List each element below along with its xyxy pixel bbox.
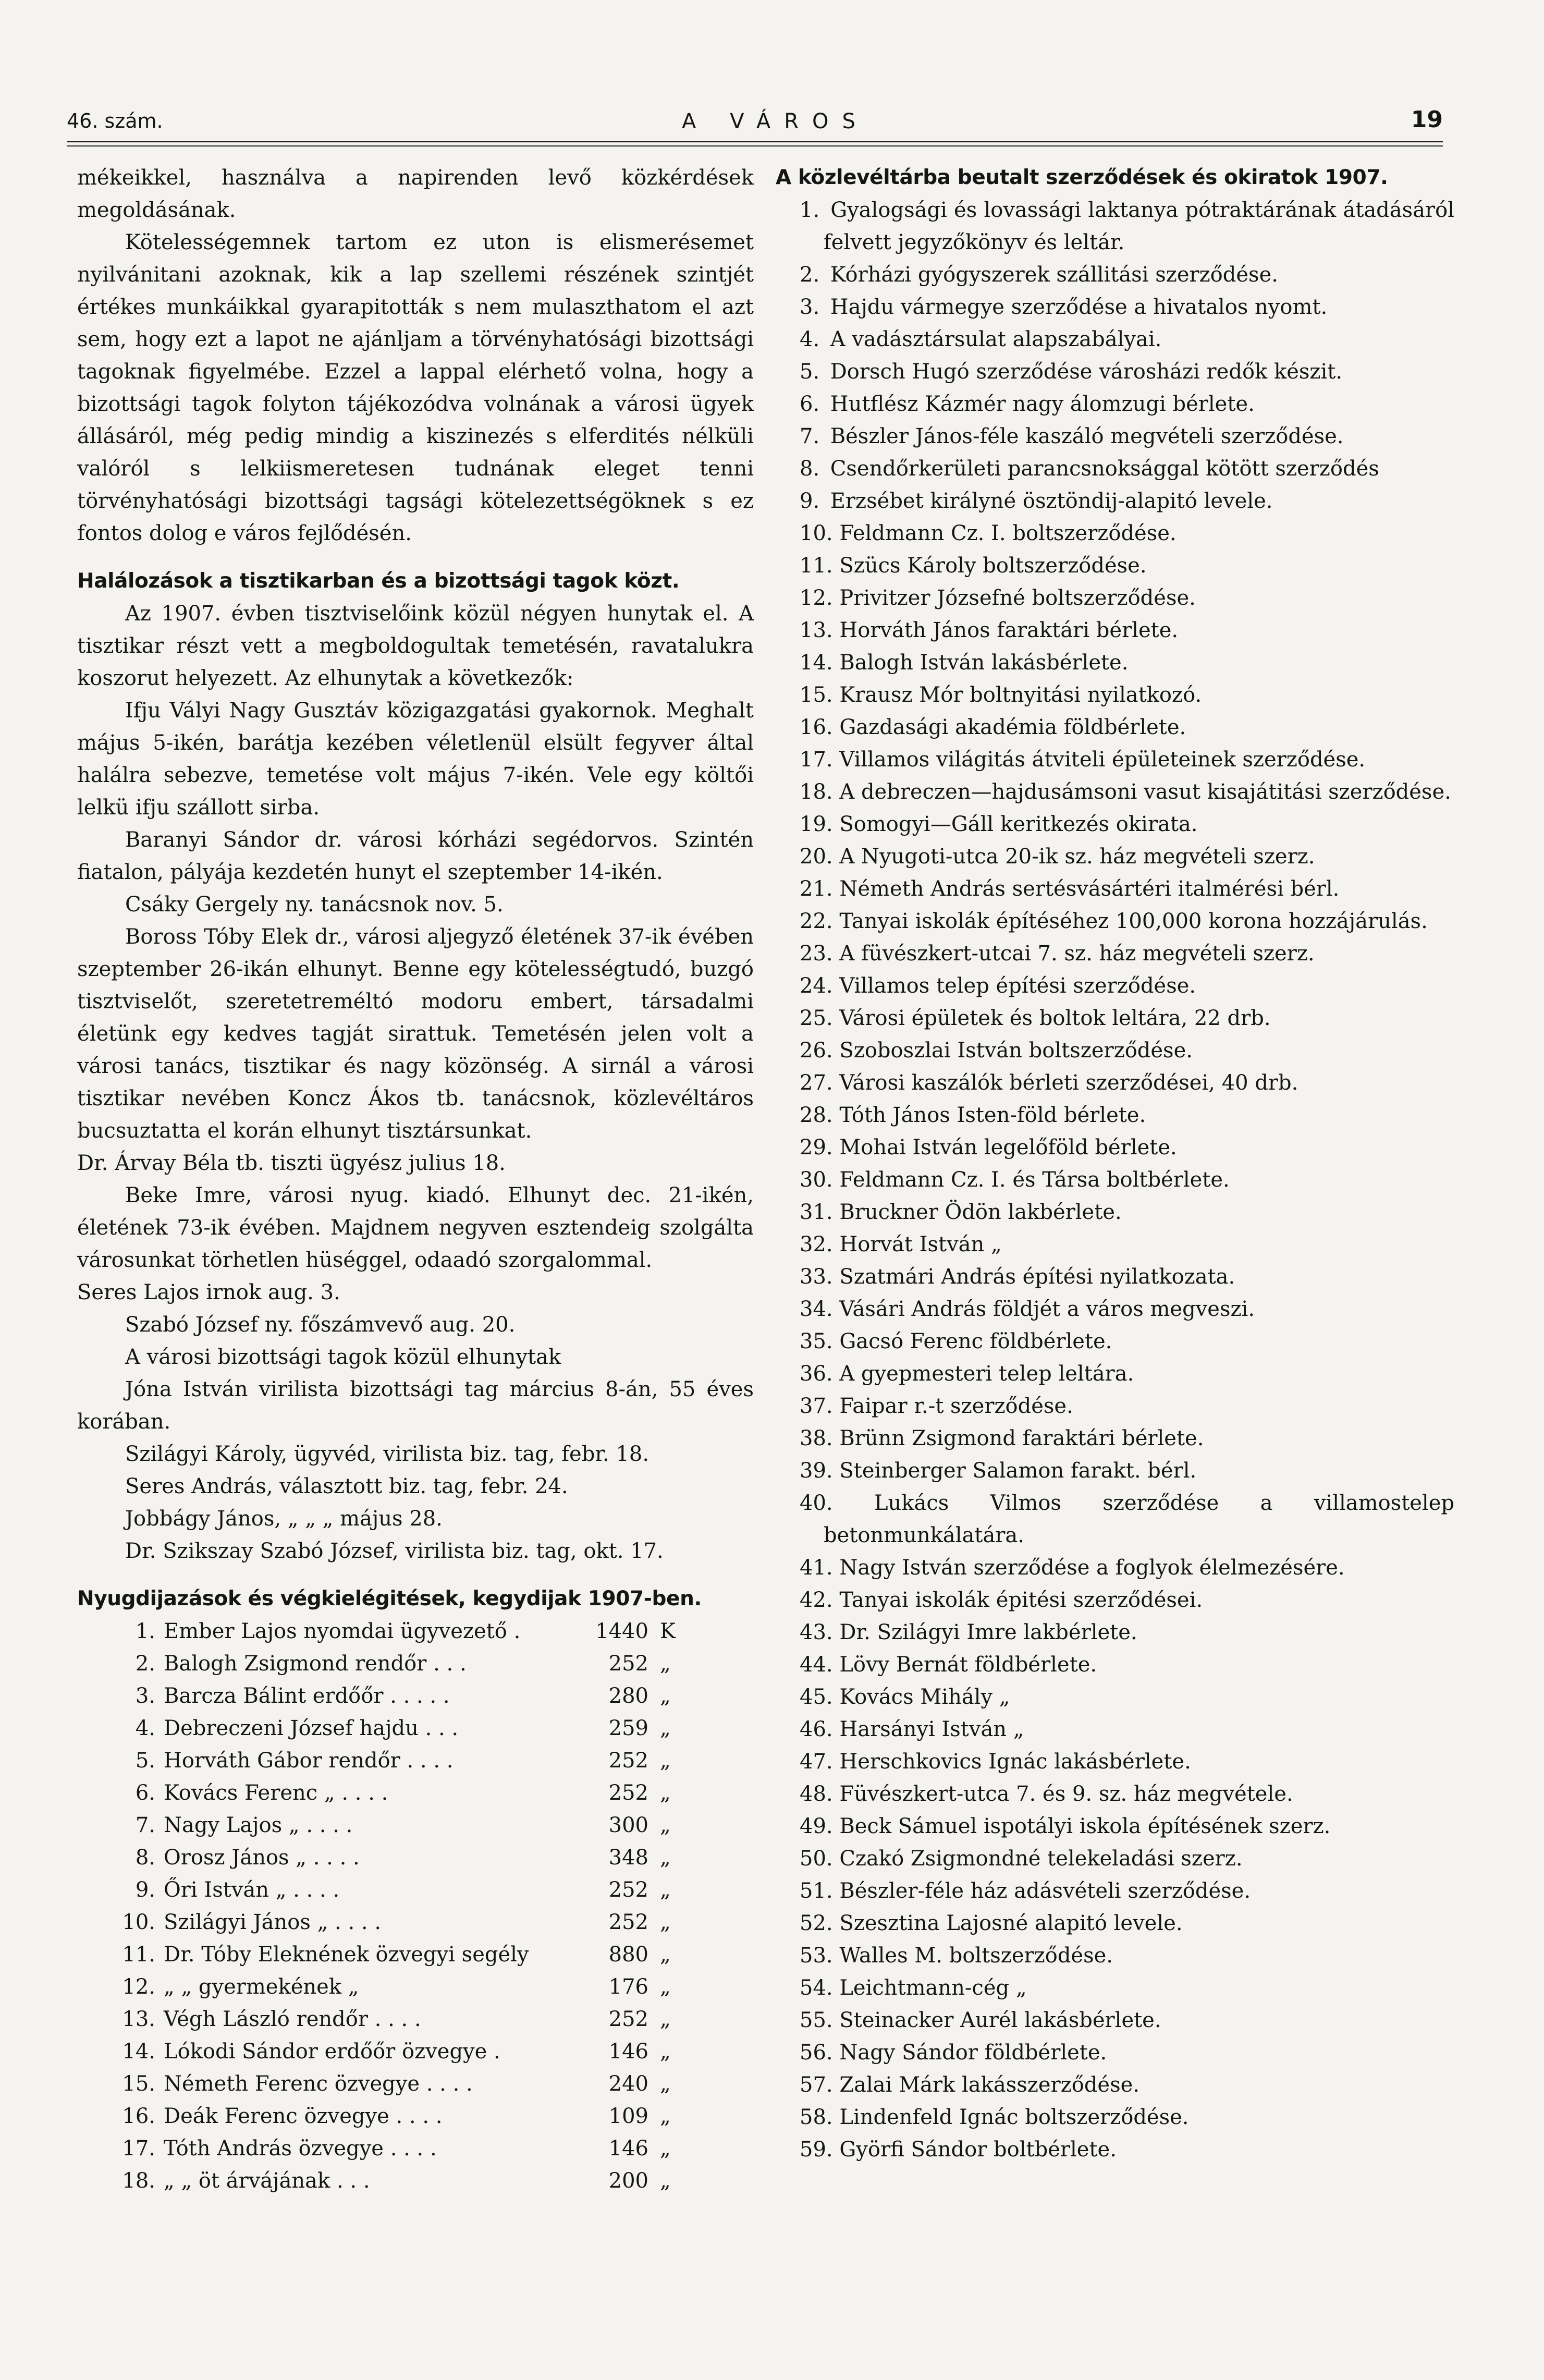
archive-item-number: 55. [800,2008,833,2032]
deaths-paragraph: Csáky Gergely ny. tanácsnok nov. 5. [125,893,504,917]
pension-row [77,1809,754,1841]
archive-item [776,1778,1454,1810]
archive-item [776,679,1454,711]
archive-item-number: 8. [800,457,820,481]
right-column [776,162,1454,2166]
pension-amount: 200 [608,2169,648,2193]
pension-amount: 1440 [595,1619,648,1643]
archive-item [776,1002,1454,1034]
archive-item [776,905,1454,937]
archive-item-text: Krausz Mór boltnyitási nyilatkozó. [839,683,1202,707]
archive-item-text: A füvészkert-utcai 7. sz. ház megvételi szerz. [839,942,1315,966]
archive-item [776,1810,1454,1842]
archive-item [776,1196,1454,1228]
archive-item-text: A gyepmesteri telep leltára. [839,1362,1134,1386]
pension-number: 7. [135,1813,155,1837]
archive-item-text: Dorsch Hugó szerződése városházi redők készit. [830,360,1343,384]
archive-item [776,1746,1454,1778]
archive-heading: A közlevéltárba beutalt szerződések és okiratok 1907. [776,166,1388,189]
pensions-heading: Nyugdijazások és végkielégitések, kegydijak 1907-ben. [77,1587,702,1610]
archive-item-text: A vadásztársulat alapszabályai. [830,327,1162,351]
pension-amount: 146 [608,2040,648,2064]
archive-item [776,970,1454,1002]
archive-item [776,485,1454,517]
archive-item-number: 3. [800,295,820,319]
archive-item-number: 45. [800,1685,833,1709]
archive-item-text: Szesztina Lajosné alapitó levele. [839,1911,1183,1935]
pension-unit: „ [660,2169,671,2193]
archive-item [776,1907,1454,1939]
archive-item-number: 25. [800,1006,833,1030]
page-number: 19 [1411,106,1443,133]
archive-item-text: Czakó Zsigmondné telekeladási szerz. [839,1847,1243,1871]
archive-item [776,808,1454,840]
pension-number: 4. [135,1716,155,1740]
pension-row [77,1647,754,1680]
archive-item [776,1939,1454,1972]
archive-item [776,1325,1454,1358]
pension-unit: „ [660,1652,671,1676]
archive-item-text: Györfi Sándor boltbérlete. [839,2138,1117,2162]
pension-amount: 280 [608,1684,648,1708]
archive-item-number: 16. [800,715,833,739]
pension-unit: „ [660,1910,671,1934]
archive-item-text: A Nyugoti-utca 20-ik sz. ház megvételi szerz. [839,845,1315,869]
archive-item-text: Füvészkert-utca 7. és 9. sz. ház megvétele. [839,1782,1293,1806]
archive-item-text: Leichtmann-cég „ [839,1976,1027,2000]
archive-item-text: Nagy István szerződése a foglyok élelmezésére. [839,1556,1345,1580]
pension-row [77,2165,754,2197]
archive-item-number: 4. [800,327,820,351]
archive-list [776,194,1454,2166]
pension-row [77,1615,754,1647]
archive-item-number: 31. [800,1200,833,1224]
archive-item-number: 21. [800,877,833,901]
pension-amount: 259 [608,1716,648,1740]
pension-number: 15. [122,2072,155,2096]
pension-row [77,1874,754,1906]
archive-item-text: Balogh István lakásbérlete. [839,651,1129,675]
archive-item-text: Kovács Mihály „ [839,1685,1010,1709]
archive-item-text: Villamos telep építési szerződése. [839,974,1196,998]
archive-item-text: Tanyai iskolák épitési szerződései. [839,1588,1203,1612]
deaths-heading: Halálozások a tisztikarban és a bizottsági tagok közt. [77,569,680,593]
archive-item-text: Erzsébet királyné ösztöndij-alapitó levele. [830,489,1273,513]
archive-item-text: Bruckner Ödön lakbérlete. [839,1200,1122,1224]
pension-amount: 300 [608,1813,648,1837]
page-header [67,99,1443,136]
pension-unit: „ [660,1684,671,1708]
deaths-paragraph: Beke Imre, városi nyug. kiadó. Elhunyt dec. 21-ikén, életének 73-ik évében. Majdnem negyven esztendeig szolgálta városunkat törhetlen hüséggel, odaadó szorgalommal. [77,1183,754,1272]
pension-number: 6. [135,1781,155,1805]
archive-item [776,582,1454,614]
archive-item [776,1131,1454,1164]
pension-name: „ „ öt árvájának . . . [164,2169,370,2193]
archive-item [776,646,1454,679]
archive-item [776,840,1454,873]
archive-item-text: Privitzer Józsefné boltszerződése. [839,586,1196,610]
archive-item [776,356,1454,388]
archive-item-text: Városi kaszálók bérleti szerződései, 40 drb. [839,1071,1298,1095]
archive-item-text: Tóth János Isten-föld bérlete. [839,1103,1146,1127]
pension-number: 17. [122,2137,155,2161]
archive-item-text: Mohai István legelőföld bérlete. [839,1136,1177,1160]
archive-item [776,1164,1454,1196]
archive-item-number: 32. [800,1232,833,1256]
archive-item-number: 27. [800,1071,833,1095]
archive-item-text: Városi épületek és boltok leltára, 22 drb. [839,1006,1271,1030]
archive-item [776,1228,1454,1261]
pension-number: 1. [135,1619,155,1643]
archive-item [776,776,1454,808]
archive-item-number: 53. [800,1944,833,1968]
archive-item-number: 26. [800,1039,833,1063]
archive-item-number: 17. [800,748,833,772]
pension-unit: „ [660,1943,671,1967]
archive-item [776,937,1454,970]
archive-item-number: 30. [800,1168,833,1192]
archive-item-text: Bészler János-féle kaszáló megvételi szerződése. [830,424,1344,448]
archive-item [776,420,1454,453]
archive-item-number: 15. [800,683,833,707]
pension-unit: „ [660,1781,671,1805]
archive-item-number: 34. [800,1297,833,1321]
pension-number: 10. [122,1910,155,1934]
pension-number: 8. [135,1846,155,1870]
left-column [77,162,754,2197]
pension-number: 13. [122,2007,155,2031]
archive-item [776,291,1454,323]
pension-amount: 252 [608,2007,648,2031]
issue-number: 46. szám. [67,109,163,132]
deaths-section [77,597,754,1567]
archive-item [776,2101,1454,2133]
archive-item [776,2133,1454,2166]
archive-item-text: Szatmári András építési nyilatkozata. [839,1265,1235,1289]
archive-item-text: Feldmann Cz. I. és Társa boltbérlete. [839,1168,1230,1192]
pension-unit: „ [660,1813,671,1837]
pension-row [77,1680,754,1712]
pension-row [77,2132,754,2165]
pension-name: Őri István „ . . . . [164,1878,340,1902]
archive-item [776,2069,1454,2101]
archive-item-text: Walles M. boltszerződése. [839,1944,1113,1968]
pension-unit: „ [660,2040,671,2064]
pension-unit: „ [660,1716,671,1740]
archive-item-number: 52. [800,1911,833,1935]
pension-amount: 252 [608,1652,648,1676]
archive-item-number: 43. [800,1620,833,1644]
pension-number: 12. [122,1975,155,1999]
pension-name: Végh László rendőr . . . . [164,2007,421,2031]
pension-row [77,1906,754,1938]
archive-item-number: 28. [800,1103,833,1127]
archive-item-number: 5. [800,360,820,384]
archive-item [776,1616,1454,1649]
archive-item [776,1034,1454,1067]
deaths-paragraph: Seres Lajos irnok aug. 3. [77,1280,340,1304]
pension-name: Ember Lajos nyomdai ügyvezető . [164,1619,521,1643]
archive-item-number: 59. [800,2138,833,2162]
archive-item-text: Bészler-féle ház adásvételi szerződése. [839,1879,1251,1903]
pension-amount: 109 [608,2104,648,2128]
pension-row [77,1971,754,2003]
deaths-paragraph: Az 1907. évben tisztviselőink közül négyen hunytak el. A tisztikar részt vett a megboldogultak temetésén, ravatalukra koszorut helyezett. Az elhunytak a következők: [77,602,754,690]
pension-amount: 252 [608,1781,648,1805]
pension-amount: 252 [608,1749,648,1773]
pension-name: Deák Ferenc özvegye . . . . [164,2104,443,2128]
archive-item-number: 47. [800,1750,833,1774]
pension-name: Debreczeni József hajdu . . . [164,1716,459,1740]
pension-unit: K [660,1619,676,1643]
archive-item-text: A debreczen—hajdusámsoni vasut kisajátitási szerződése. [839,780,1451,804]
publication-title: A VÁROS [682,109,869,133]
archive-item-text: Harsányi István „ [839,1717,1024,1741]
archive-item [776,550,1454,582]
archive-item-number: 48. [800,1782,833,1806]
pension-unit: „ [660,2007,671,2031]
archive-item-text: Tanyai iskolák építéséhez 100,000 korona hozzájárulás. [839,909,1428,933]
archive-item [776,1261,1454,1293]
pension-name: Lókodi Sándor erdőőr özvegye . [164,2040,500,2064]
archive-item-number: 22. [800,909,833,933]
archive-item-number: 39. [800,1459,833,1483]
archive-item-text: Szoboszlai István boltszerződése. [839,1039,1193,1063]
archive-item-number: 50. [800,1847,833,1871]
archive-item-text: Steinacker Aurél lakásbérlete. [839,2008,1161,2032]
archive-item-number: 9. [800,489,820,513]
pension-unit: „ [660,1878,671,1902]
deaths-paragraph: Dr. Szikszay Szabó József, virilista biz. tag, okt. 17. [125,1539,664,1563]
intro-paragraph: Kötelességemnek tartom ez uton is elismerésemet nyilvánitani azoknak, kik a lap szellemi részének szintjét értékes munkáikkal gyarapitották s nem mulaszthatom el azt sem, hogy ezt a lapot ne ajánljam a törvényhatósági bizottsági tagoknak figyelmébe. Ezzel a lappal elérhető volna, hogy a bizottsági tagok folyton tájékozódva volnának a városi ügyek állásáról, még pedig mindig a kiszinezés s elferdités nélküli valóról s lelkiismeretesen tudnának eleget tenni törvényhatósági bizottsági tagsági kötelezettségöknek s ez fontos dolog e város fejlődésén. [77,230,754,545]
archive-item-text: Lövy Bernát földbérlete. [839,1653,1097,1677]
archive-item-number: 23. [800,942,833,966]
archive-item [776,1584,1454,1616]
archive-item [776,873,1454,905]
pension-amount: 146 [608,2137,648,2161]
archive-item [776,194,1454,259]
pension-name: Horváth Gábor rendőr . . . . [164,1749,454,1773]
archive-item [776,1649,1454,1681]
pension-row [77,1938,754,1971]
pension-number: 3. [135,1684,155,1708]
deaths-paragraph: Boross Tóby Elek dr., városi aljegyző életének 37-ik évében szeptember 26-ikán elhunyt. Benne egy kötelességtudó, buzgó tisztviselőt, szeretetreméltó modoru embert, társadalmi életünk egy kedves tagját sirattuk. Temetésén jelen volt a városi tanács, tisztikar és nagy közönség. A sirnál a városi tisztikar nevében Koncz Ákos tb. tanácsnok, közlevéltáros bucsuztatta el korán elhunyt tisztársunkat. [77,925,754,1143]
pension-name: Nagy Lajos „ . . . . [164,1813,353,1837]
pension-row [77,2100,754,2132]
deaths-paragraph: Szabó József ny. főszámvevő aug. 20. [125,1313,516,1337]
archive-item-number: 51. [800,1879,833,1903]
deaths-paragraph: Szilágyi Károly, ügyvéd, virilista biz. tag, febr. 18. [125,1442,650,1466]
archive-item-text: Somogyi—Gáll keritkezés okirata. [839,812,1198,836]
pension-row [77,2068,754,2100]
archive-item-text: Szücs Károly boltszerződése. [839,554,1147,578]
pension-number: 5. [135,1749,155,1773]
archive-item [776,2036,1454,2069]
archive-item-number: 46. [800,1717,833,1741]
pension-row [77,2035,754,2068]
archive-item-number: 36. [800,1362,833,1386]
pension-row [77,1841,754,1874]
deaths-paragraph: Jóna István virilista bizottsági tag március 8-án, 55 éves korában. [77,1377,754,1434]
archive-item [776,259,1454,291]
archive-item [776,1842,1454,1875]
pension-row [77,1777,754,1809]
archive-item [776,1681,1454,1713]
archive-item-number: 44. [800,1653,833,1677]
archive-item [776,743,1454,776]
archive-item [776,1875,1454,1907]
pension-name: Dr. Tóby Eleknének özvegyi segély [164,1943,529,1967]
archive-item [776,1067,1454,1099]
archive-item-number: 35. [800,1329,833,1353]
archive-item-number: 12. [800,586,833,610]
pension-unit: „ [660,2072,671,2096]
pension-amount: 252 [608,1910,648,1934]
pension-number: 9. [135,1878,155,1902]
deaths-paragraph: A városi bizottsági tagok közül elhunytak [125,1345,561,1369]
pension-name: Szilágyi János „ . . . . [164,1910,382,1934]
deaths-paragraph: Jobbágy János, „ „ „ május 28. [125,1507,443,1531]
archive-item-text: Gyalogsági és lovassági laktanya pótraktárának átadásáról felvett jegyzőkönyv és leltár. [824,198,1454,254]
archive-item [776,2004,1454,2036]
pension-row [77,1744,754,1777]
archive-item [776,1358,1454,1390]
archive-item-number: 57. [800,2073,833,2097]
pension-name: „ „ gyermekének „ [164,1975,359,1999]
archive-item-number: 40. [800,1491,833,1515]
archive-item-text: Herschkovics Ignác lakásbérlete. [839,1750,1191,1774]
archive-item-text: Lukács Vilmos szerződése a villamostelep betonmunkálatára. [824,1491,1455,1547]
pension-unit: „ [660,1749,671,1773]
pension-amount: 176 [608,1975,648,1999]
archive-item-text: Gacsó Ferenc földbérlete. [839,1329,1112,1353]
deaths-paragraph: Baranyi Sándor dr. városi kórházi segédorvos. Szintén fiatalon, pályája kezdetén hunyt el szeptember 14-ikén. [77,828,754,884]
archive-item-text: Vásári András földjét a város megveszi. [839,1297,1255,1321]
archive-item-number: 1. [800,198,820,222]
deaths-paragraph: Seres András, választott biz. tag, febr. 24. [125,1474,568,1498]
archive-item [776,517,1454,550]
archive-item [776,1972,1454,2004]
archive-item [776,388,1454,420]
pension-row [77,1712,754,1744]
archive-item-text: Beck Sámuel ispotályi iskola építésének szerz. [839,1814,1331,1838]
pension-number: 18. [122,2169,155,2193]
pension-row [77,2003,754,2035]
archive-item-text: Kórházi gyógyszerek szállitási szerződése. [830,263,1278,287]
archive-item [776,614,1454,646]
archive-item-text: Gazdasági akadémia földbérlete. [839,715,1186,739]
archive-item-number: 49. [800,1814,833,1838]
archive-item-text: Zalai Márk lakásszerződése. [839,2073,1140,2097]
archive-item-number: 29. [800,1136,833,1160]
pension-amount: 880 [608,1943,648,1967]
archive-item-number: 2. [800,263,820,287]
archive-item-number: 33. [800,1265,833,1289]
intro-paragraph: mékeikkel, használva a napirenden levő közkérdések megoldásának. [77,166,754,222]
pension-unit: „ [660,2137,671,2161]
pension-amount: 252 [608,1878,648,1902]
archive-item-text: Villamos világitás átviteli épületeinek szerződése. [839,748,1366,772]
archive-item-number: 56. [800,2041,833,2065]
archive-item [776,1487,1454,1552]
archive-item-number: 41. [800,1556,833,1580]
pension-name: Balogh Zsigmond rendőr . . . [164,1652,467,1676]
archive-item [776,323,1454,356]
pension-name: Tóth András özvegye . . . . [164,2137,437,2161]
archive-item-number: 37. [800,1394,833,1418]
archive-item-text: Horvát István „ [839,1232,1002,1256]
archive-item-text: Csendőrkerületi parancsnoksággal kötött szerződés [830,457,1379,481]
archive-item [776,1293,1454,1325]
archive-item-number: 20. [800,845,833,869]
archive-item-text: Németh András sertésvásártéri italmérési bérl. [839,877,1340,901]
archive-item-number: 19. [800,812,833,836]
archive-item-number: 6. [800,392,820,416]
archive-item-text: Dr. Szilágyi Imre lakbérlete. [839,1620,1137,1644]
archive-item [776,1390,1454,1422]
archive-item-number: 10. [800,521,833,545]
archive-item-text: Faipar r.-t szerződése. [839,1394,1073,1418]
pensions-table-body [77,1615,754,2197]
archive-item-number: 18. [800,780,833,804]
pension-unit: „ [660,1846,671,1870]
archive-item-number: 13. [800,618,833,642]
archive-item-number: 54. [800,1976,833,2000]
archive-item [776,453,1454,485]
pension-name: Barcza Bálint erdőőr . . . . . [164,1684,450,1708]
pension-amount: 348 [608,1846,648,1870]
archive-item-text: Hajdu vármegye szerződése a hivatalos nyomt. [830,295,1328,319]
archive-item-number: 42. [800,1588,833,1612]
archive-item [776,1455,1454,1487]
pension-amount: 240 [608,2072,648,2096]
pension-number: 11. [122,1943,155,1967]
pension-name: Kovács Ferenc „ . . . . [164,1781,388,1805]
archive-item-number: 14. [800,651,833,675]
pension-name: Orosz János „ . . . . [164,1846,360,1870]
archive-item [776,1099,1454,1131]
archive-item-number: 11. [800,554,833,578]
archive-item-text: Brünn Zsigmond faraktári bérlete. [839,1426,1204,1450]
pensions-table [77,1615,754,2197]
archive-item-text: Feldmann Cz. I. boltszerződése. [839,521,1177,545]
pension-unit: „ [660,1975,671,1999]
pension-name: Németh Ferenc özvegye . . . . [164,2072,473,2096]
archive-item [776,711,1454,743]
pension-number: 14. [122,2040,155,2064]
archive-item [776,1422,1454,1455]
archive-item-number: 24. [800,974,833,998]
deaths-paragraph: Dr. Árvay Béla tb. tiszti ügyész julius 18. [77,1151,506,1175]
archive-item-text: Nagy Sándor földbérlete. [839,2041,1107,2065]
archive-item [776,1552,1454,1584]
archive-item-number: 58. [800,2105,833,2129]
archive-item-text: Lindenfeld Ignác boltszerződése. [839,2105,1189,2129]
archive-item-number: 38. [800,1426,833,1450]
archive-item-text: Steinberger Salamon farakt. bérl. [839,1459,1197,1483]
archive-item-text: Horváth János faraktári bérlete. [839,618,1179,642]
pension-unit: „ [660,2104,671,2128]
deaths-paragraph: Ifju Vályi Nagy Gusztáv közigazgatási gyakornok. Meghalt május 5-ikén, barátja kezében véletlenül elsült fegyver által halálra sebezve, temetése volt május 7-ikén. Vele egy költői lelkü ifju szállott sirba. [77,699,754,820]
archive-item-text: Hutflész Kázmér nagy álomzugi bérlete. [830,392,1255,416]
pension-number: 16. [122,2104,155,2128]
archive-item [776,1713,1454,1746]
header-rule [67,141,1443,147]
pension-number: 2. [135,1652,155,1676]
archive-item-number: 7. [800,424,820,448]
